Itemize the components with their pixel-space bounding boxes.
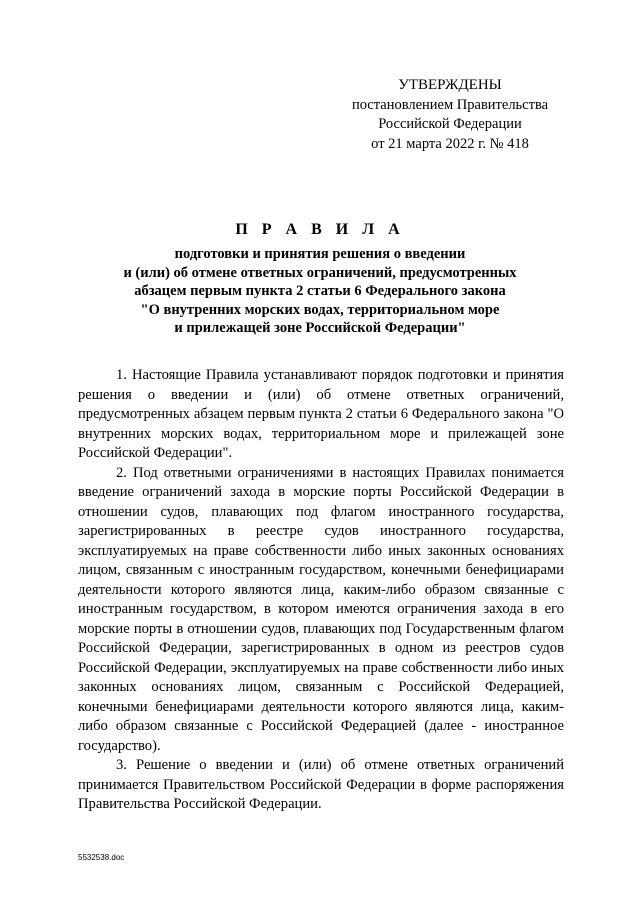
approval-line-3: от 21 марта 2022 г. № 418 bbox=[371, 135, 529, 152]
subtitle-line: "О внутренних морских водах, территориальном море bbox=[140, 301, 500, 318]
subtitle-line: и прилежащей зоне Российской Федерации" bbox=[174, 320, 466, 336]
approval-line-1: постановлением Правительства bbox=[351, 96, 549, 113]
subtitle-line: и (или) об отмене ответных ограничений, предусмотренных bbox=[123, 264, 517, 281]
approval-stamp bbox=[330, 76, 570, 154]
approval-line-2: Российской Федерации bbox=[378, 116, 522, 132]
subtitle-line: абзацем первым пункта 2 статьи 6 Федерального закона bbox=[134, 283, 506, 299]
paragraph-1: 1. Настоящие Правила устанавливают порядок подготовки и принятия решения о введении и (или) об отмене ответных ограничений, предусмотренных абзацем первым пункта 2 статьи 6 Федерального закона "О внутренних морских водах, территориальном море и прилежащей зоне Российской Федерации". bbox=[78, 367, 564, 461]
subtitle-line: подготовки и принятия решения о введении bbox=[174, 246, 466, 262]
paragraph-3: 3. Решение о введении и (или) об отмене ответных ограничений принимается Правительством Российской Федерации в форме распоряжения Правительства Российской Федерации. bbox=[78, 757, 564, 812]
file-code: 5532538.doc bbox=[78, 853, 125, 862]
approval-heading: УТВЕРЖДЕНЫ bbox=[398, 77, 502, 93]
document-subtitle bbox=[60, 245, 580, 338]
document-body bbox=[78, 366, 564, 815]
paragraph-2: 2. Под ответными ограничениями в настоящих Правилах понимается введение ограничений захода в морские порты Российской Федерации в отношении судов, плавающих под флагом иностранного государства, зарегистрированных в реестре судов иностранного государства, эксплуатируемых на праве собственности либо иных законных основаниях лицом, связанным с иностранным государством, конечными бенефициарами деятельности которого являются лица, каким-либо образом связанные с иностранным государством, в котором имеются ограничения захода в его морские порты в отношении судов, плавающих под Государственным флагом Российской Федерации, зарегистрированных в одном из реестров судов Российской Федерации, эксплуатируемых на праве собственности либо иных законных основаниях лицом, связанным с Российской Федерацией, конечными бенефициарами деятельности которого являются лица, каким-либо образом связанные с Российской Федерацией (далее - иностранное государство). bbox=[78, 464, 564, 754]
document-title: П Р А В И Л А bbox=[235, 221, 405, 238]
